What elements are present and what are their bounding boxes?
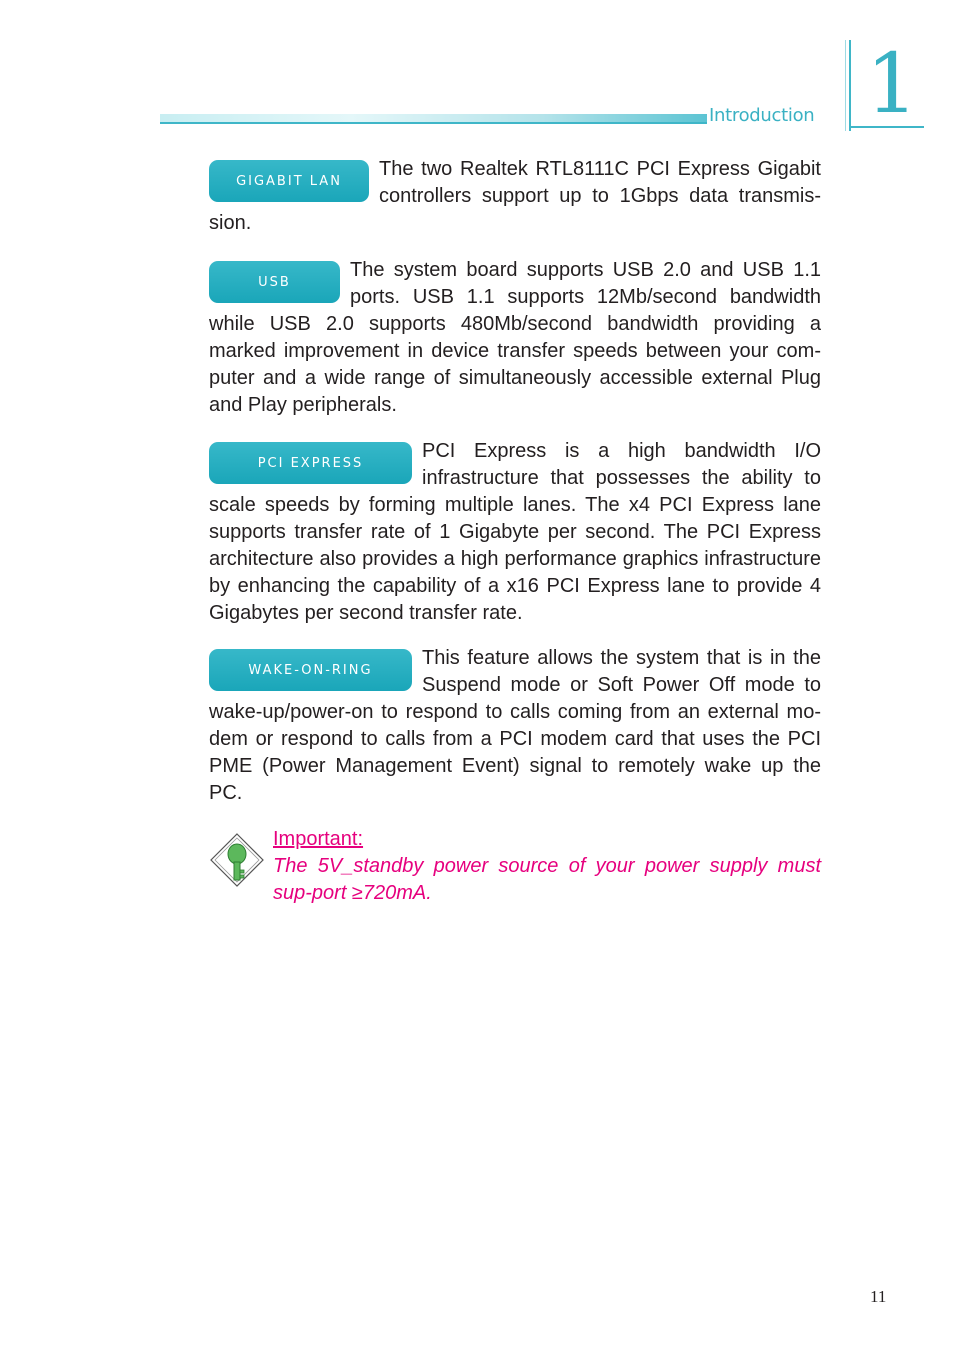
key-icon <box>209 832 265 888</box>
section-gigabit-lan <box>209 156 821 237</box>
section-label: Introduction <box>709 105 815 126</box>
pci-express-text: PCI Express is a high bandwidth I/O infrastructure that possesses the ability to scale speeds by forming multiple lanes. The x4 PCI Express lane supports transfer rate of 1 Gigabyte per second. The PCI Express architecture also provides a high performance graphics infrastructure by enhancing the capability of a x16 PCI Express lane to provide 4 Gigabytes per second transfer rate. <box>209 440 821 624</box>
page-number: 11 <box>870 1287 887 1306</box>
section-wake-on-ring <box>209 645 821 807</box>
usb-text: The system board supports USB 2.0 and USB 1.1 ports. USB 1.1 supports 12Mb/second bandwidth while USB 2.0 supports 480Mb/second bandwidth providing a marked improvement in device transfer speeds between your com-puter and a wide range of simultaneously accessible external Plug and Play peripherals. <box>209 259 821 416</box>
pci-express-badge: PCI EXPRESS <box>209 442 412 484</box>
important-title: Important: <box>273 828 364 850</box>
section-usb <box>209 257 821 419</box>
chapter-frame-vertical <box>849 40 851 131</box>
header-rule <box>160 122 707 124</box>
chapter-number: 1 <box>866 37 919 132</box>
chapter-frame-line <box>845 40 846 131</box>
important-text: The 5V_standby power source of your power supply must sup-port ≥720mA. <box>273 855 821 904</box>
wake-on-ring-text: This feature allows the system that is in the Suspend mode or Soft Power Off mode to wake-up/power-on to respond to calls coming from an external mo-dem or respond to calls from a PCI modem card that uses the PCI PME (Power Management Event) signal to remotely wake up the PC. <box>209 647 821 804</box>
gigabit-lan-text: The two Realtek RTL8111C PCI Express Gigabit controllers support up to 1Gbps data transmis-sion. <box>209 158 821 234</box>
gigabit-lan-badge: GIGABIT LAN <box>209 160 369 202</box>
section-pci-express <box>209 438 821 627</box>
usb-badge: USB <box>209 261 340 303</box>
wake-on-ring-badge: WAKE-ON-RING <box>209 649 412 691</box>
